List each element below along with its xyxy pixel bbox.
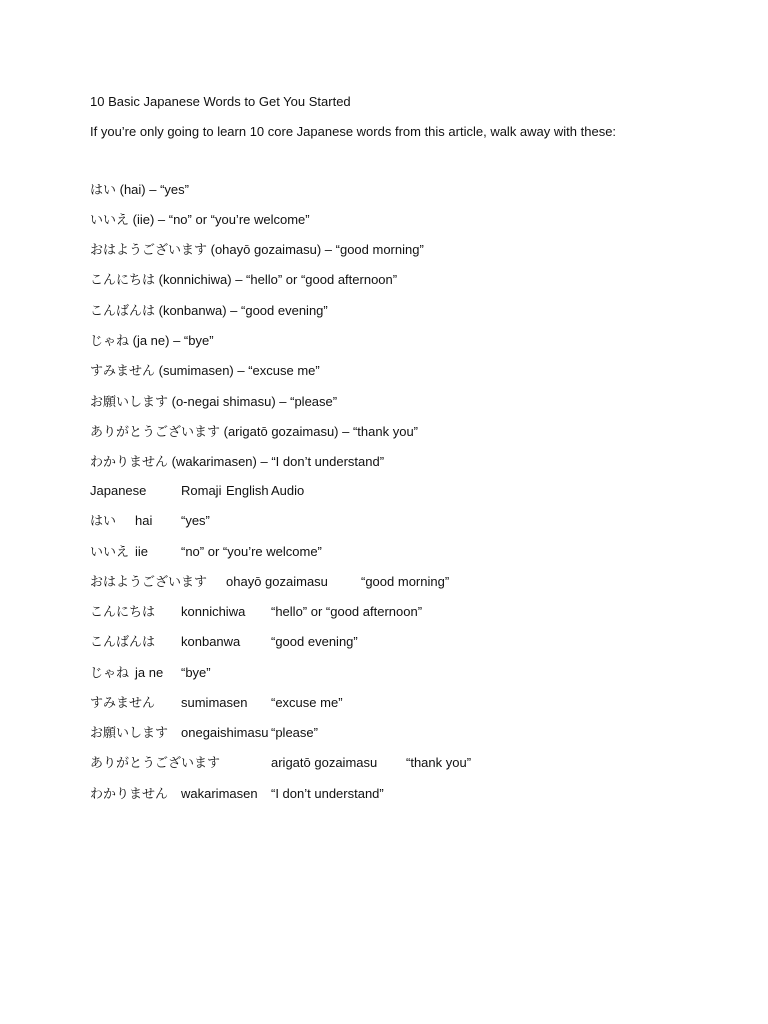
list-item-translation: (konbanwa) – “good evening” [155, 303, 328, 318]
list-item-translation: (arigatō gozaimasu) – “thank you” [220, 424, 418, 439]
table-cell-romaji: hai [135, 513, 153, 528]
list-item-translation: (o-negai shimasu) – “please” [168, 394, 338, 409]
table-cell-romaji: sumimasen [181, 695, 248, 710]
table-cell-romaji: ja ne [135, 665, 164, 680]
table-cell-japanese: いいえ [90, 544, 130, 559]
table-cell-japanese: こんばんは [90, 634, 156, 649]
table-cell-romaji: konnichiwa [181, 604, 246, 619]
list-item-japanese: お願いします [90, 394, 169, 409]
list-item-japanese: こんばんは [90, 303, 156, 318]
table-cell-romaji: wakarimasen [181, 786, 258, 801]
list-item-japanese: わかりません [90, 454, 169, 469]
list-item [90, 424, 418, 440]
table-header-audio: Audio [271, 483, 305, 498]
table-cell-japanese: こんにちは [90, 604, 156, 619]
table-cell-romaji: arigatō gozaimasu [271, 755, 378, 770]
list-item-translation: (sumimasen) – “excuse me” [155, 363, 320, 378]
list-item [90, 272, 397, 288]
list-item-translation: (wakarimasen) – “I don’t understand” [168, 454, 385, 469]
document-title: 10 Basic Japanese Words to Get You Started [90, 94, 351, 109]
table-cell-english: “bye” [181, 665, 211, 680]
table-cell-japanese: おはようございます [90, 574, 208, 589]
table-cell-japanese: はい [90, 513, 117, 528]
table-cell-english: “hello” or “good afternoon” [271, 604, 423, 619]
list-item-japanese: すみません [90, 363, 156, 378]
table-cell-english: “yes” [181, 513, 210, 528]
table-cell-english: “good evening” [271, 634, 358, 649]
table-cell-english: “please” [271, 725, 318, 740]
table-cell-romaji: iie [135, 544, 149, 559]
intro-paragraph: If you’re only going to learn 10 core Japanese words from this article, walk away with these: [90, 124, 617, 139]
list-item [90, 242, 424, 258]
list-item-japanese: おはようございます [90, 242, 208, 257]
table-cell-english: “thank you” [406, 755, 472, 770]
list-item [90, 212, 310, 228]
table-cell-english: “good morning” [361, 574, 450, 589]
list-item-translation: (konnichiwa) – “hello” or “good afternoon” [155, 272, 398, 287]
table-cell-romaji: ohayō gozaimasu [226, 574, 328, 589]
list-item-japanese: じゃね [90, 333, 130, 348]
table-cell-japanese: すみません [90, 695, 156, 710]
list-item [90, 363, 320, 379]
table-cell-romaji: onegaishimasu [181, 725, 269, 740]
list-item [90, 394, 337, 410]
list-item [90, 303, 328, 319]
table-cell-english: “I don’t understand” [271, 786, 384, 801]
table-cell-romaji: konbanwa [181, 634, 241, 649]
list-item-japanese: いいえ [90, 212, 130, 227]
list-item-japanese: はい [90, 182, 117, 197]
list-item-translation: (hai) – “yes” [116, 182, 189, 197]
list-item-translation: (ohayō gozaimasu) – “good morning” [207, 242, 424, 257]
table-cell-english: “excuse me” [271, 695, 343, 710]
table-cell-japanese: じゃね [90, 665, 130, 680]
list-item [90, 454, 384, 470]
list-item-translation: (ja ne) – “bye” [129, 333, 214, 348]
table-cell-english: “no” or “you’re welcome” [181, 544, 322, 559]
list-item-japanese: ありがとうございます [90, 424, 221, 439]
list-item [90, 182, 189, 198]
list-item [90, 333, 214, 349]
table-header-romaji: Romaji [181, 483, 222, 498]
table-cell-japanese: わかりません [90, 786, 169, 801]
list-item-translation: (iie) – “no” or “you’re welcome” [129, 212, 310, 227]
table-cell-japanese: ありがとうございます [90, 755, 221, 770]
table-cell-japanese: お願いします [90, 725, 169, 740]
list-item-japanese: こんにちは [90, 272, 156, 287]
table-header-english: English [226, 483, 269, 498]
table-header-japanese: Japanese [90, 483, 147, 498]
